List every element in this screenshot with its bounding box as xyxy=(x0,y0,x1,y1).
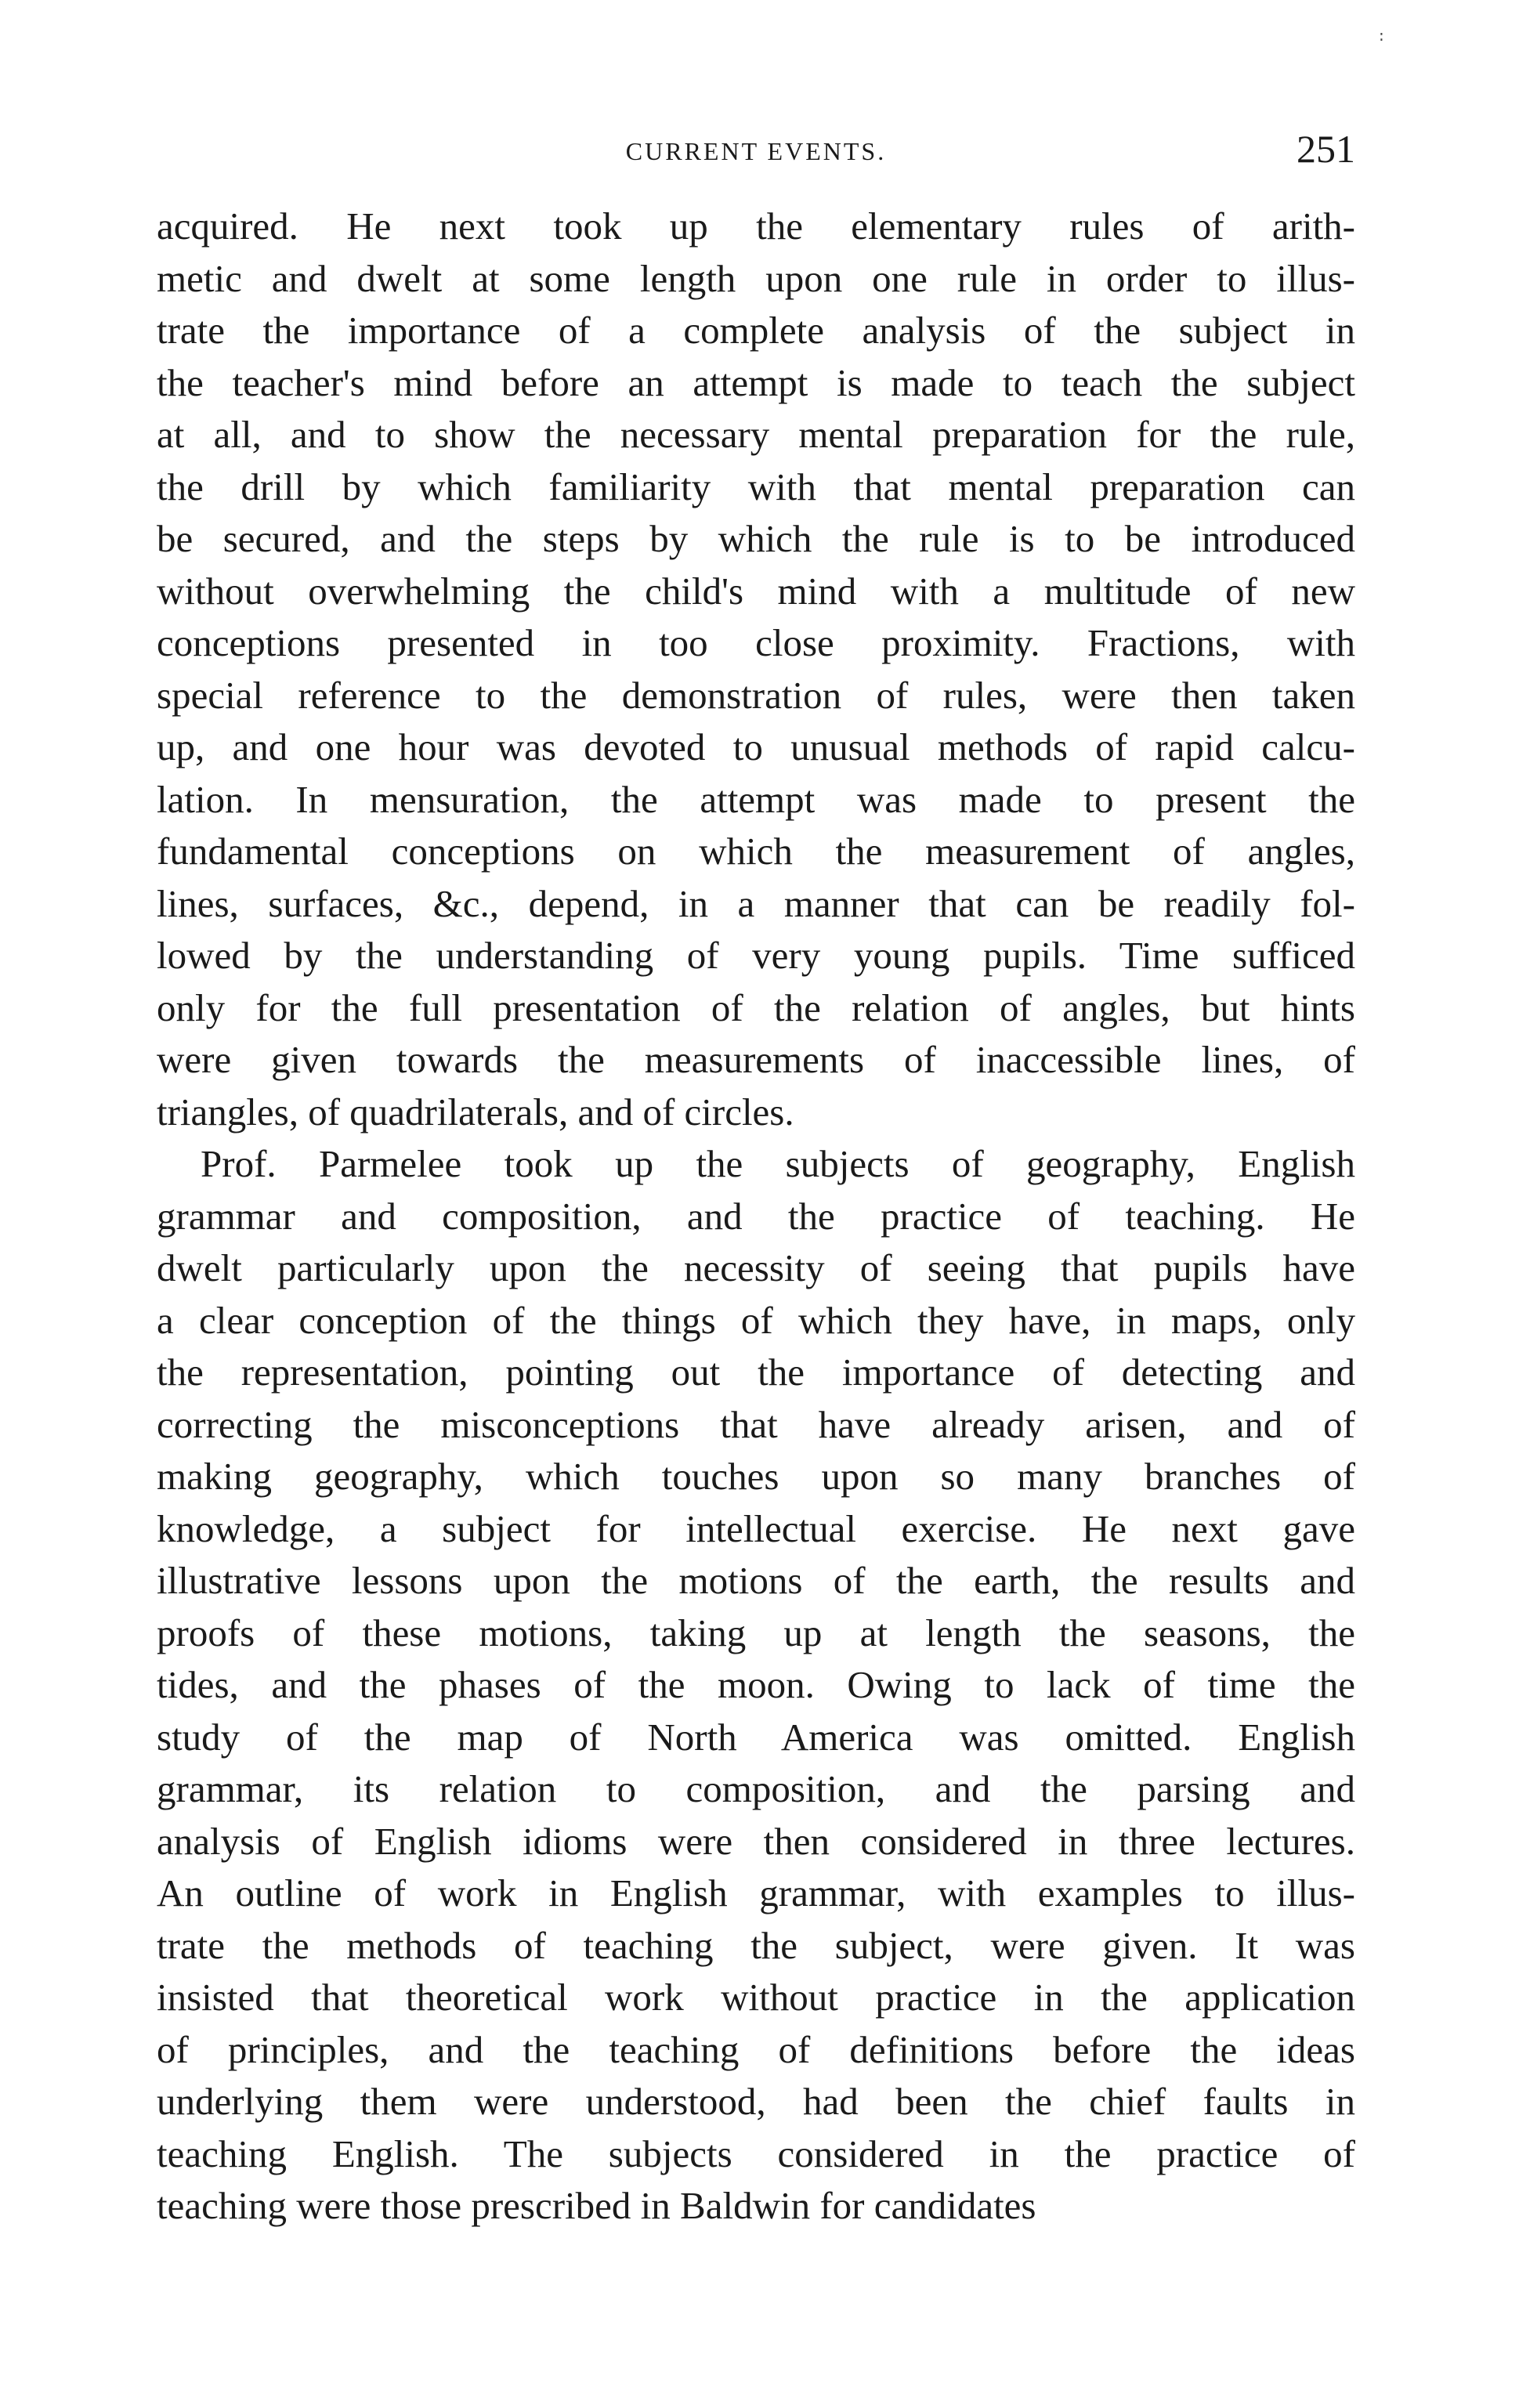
text-line: lowed by the understanding of very young pupils. Time sufficed xyxy=(157,934,1355,977)
text-line: without overwhelming the child's mind with a multitude of new xyxy=(157,569,1355,613)
text-line: special reference to the demonstration of rules, were then taken xyxy=(157,673,1355,717)
text-line: fundamental conceptions on which the measurement of angles, xyxy=(157,830,1355,873)
text-line: teaching English. The subjects considered in the practice of xyxy=(157,2131,1355,2175)
text-line: only for the full presentation of the relation of angles, but hints xyxy=(157,985,1355,1029)
text-line: lines, surfaces, &c., depend, in a manner that can be readily fol- xyxy=(157,881,1355,925)
text-line: insisted that theoretical work without practice in the application xyxy=(157,1976,1355,2019)
text-line: making geography, which touches upon so many branches of xyxy=(157,1455,1355,1498)
page-header xyxy=(157,127,1355,186)
text-line: grammar, its relation to composition, and the parsing and xyxy=(157,1767,1355,1810)
text-line: the drill by which familiarity with that mental preparation can xyxy=(157,465,1355,508)
text-line: at all, and to show the necessary mental preparation for the rule, xyxy=(157,413,1355,456)
text-line: grammar and composition, and the practice of teaching. He xyxy=(157,1194,1355,1238)
text-line: An outline of work in English grammar, with examples to illus- xyxy=(157,1871,1355,1914)
text-line: the teacher's mind before an attempt is made to teach the subject xyxy=(157,360,1355,404)
text-line: proofs of these motions, taking up at length the seasons, the xyxy=(157,1611,1355,1654)
text-line: dwelt particularly upon the necessity of seeing that pupils have xyxy=(157,1246,1355,1289)
paragraph-end-line: triangles, of quadrilaterals, and of circles. xyxy=(157,1090,794,1133)
body-text xyxy=(157,201,1355,2233)
running-head: CURRENT EVENTS. xyxy=(625,137,887,165)
text-line: illustrative lessons upon the motions of the earth, the results and xyxy=(157,1559,1355,1602)
text-line: knowledge, a subject for intellectual exercise. He next gave xyxy=(157,1506,1355,1550)
text-line: study of the map of North America was omitted. English xyxy=(157,1715,1355,1759)
text-line: metic and dwelt at some length upon one rule in order to illus- xyxy=(157,256,1355,300)
text-line: tides, and the phases of the moon. Owing to lack of time the xyxy=(157,1663,1355,1706)
text-line: up, and one hour was devoted to unusual methods of rapid calcu- xyxy=(157,725,1355,768)
text-line: trate the methods of teaching the subject, were given. It was xyxy=(157,1923,1355,1967)
text-line: were given towards the measurements of inaccessible lines, of xyxy=(157,1038,1355,1081)
text-line: conceptions presented in too close proximity. Fractions, with xyxy=(157,621,1355,664)
text-line: underlying them were understood, had been the chief faults in xyxy=(157,2080,1355,2123)
text-line: acquired. He next took up the elementary rules of arith- xyxy=(157,204,1355,248)
text-line: correcting the misconceptions that have already arisen, and of xyxy=(157,1402,1355,1446)
text-line: lation. In mensuration, the attempt was made to present the xyxy=(157,777,1355,821)
text-line: the representation, pointing out the importance of detecting and xyxy=(157,1350,1355,1394)
text-line: teaching were those prescribed in Baldwin for candidates xyxy=(157,2184,1036,2227)
page-number: 251 xyxy=(1297,127,1355,171)
text-line: of principles, and the teaching of definitions before the ideas xyxy=(157,2027,1355,2071)
text-line: be secured, and the steps by which the rule is to be introduced xyxy=(157,517,1355,560)
paragraph-start-line: Prof. Parmelee took up the subjects of geography, English xyxy=(201,1142,1355,1185)
text-line: trate the importance of a complete analysis of the subject in xyxy=(157,309,1355,352)
text-line: a clear conception of the things of which they have, in maps, only xyxy=(157,1298,1355,1342)
text-line: analysis of English idioms were then considered in three lectures. xyxy=(157,1819,1355,1863)
margin-mark: : xyxy=(1377,30,1386,45)
